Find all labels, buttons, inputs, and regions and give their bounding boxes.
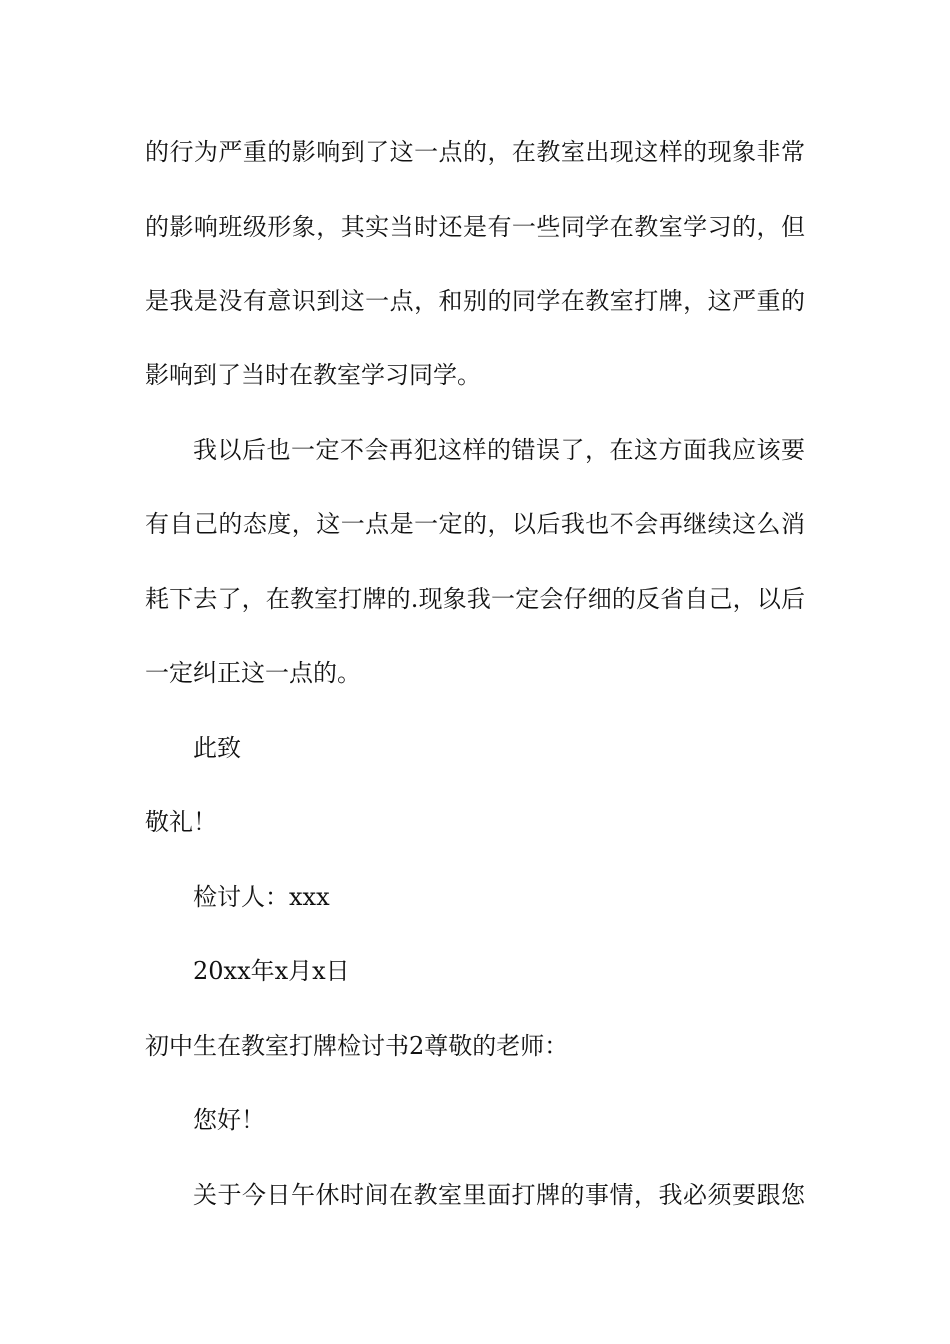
greeting-line: 您好！ [193, 1106, 265, 1134]
paragraph-first-line: 关于今日午休时间在教室里面打牌的事情，我必须要跟您 [193, 1181, 805, 1209]
signature-line: 检讨人：xxx [193, 883, 330, 911]
body-text-line: 耗下去了，在教室打牌的.现象我一定会仔细的反省自己，以后 [145, 585, 805, 613]
body-text-line: 影响到了当时在教室学习同学。 [145, 361, 481, 389]
body-text-line: 有自己的态度，这一点是一定的，以后我也不会再继续这么消 [145, 510, 805, 538]
body-text-line: 的影响班级形象，其实当时还是有一些同学在教室学习的，但 [145, 213, 805, 241]
paragraph-first-line: 我以后也一定不会再犯这样的错误了，在这方面我应该要 [193, 436, 805, 464]
body-text-line: 是我是没有意识到这一点，和别的同学在教室打牌，这严重的 [145, 287, 805, 315]
closing-regards: 敬礼！ [145, 808, 217, 836]
body-text-line: 一定纠正这一点的。 [145, 659, 361, 687]
date-line: 20xx年x月x日 [193, 957, 350, 985]
body-text-line: 的行为严重的影响到了这一点的，在教室出现这样的现象非常 [145, 138, 805, 166]
section-heading: 初中生在教室打牌检讨书2尊敬的老师： [145, 1032, 569, 1060]
closing-salutation: 此致 [193, 734, 241, 762]
